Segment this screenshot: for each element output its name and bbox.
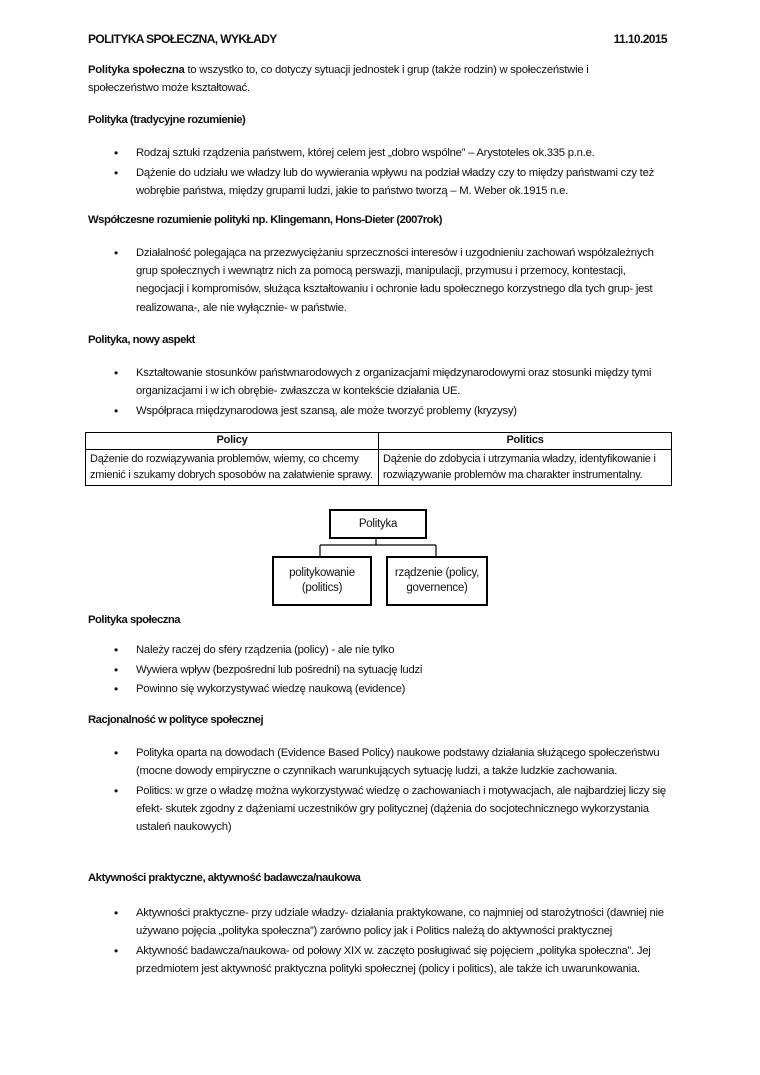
heading-rationality: Racjonalność w polityce społecznej: [88, 714, 264, 726]
heading-modern: Współczesne rozumienie polityki np. Klingemann, Hons-Dieter (2007rok): [88, 214, 443, 226]
table-cell-politics: Dążenie do zdobycia i utrzymania władzy, identyfikowanie i rozwiązywanie problemów ma charakter instrumentalny.: [379, 450, 672, 486]
table-header-row: [86, 433, 672, 450]
list-item: • Kształtowanie stosunków państwnarodowych z organizacjami międzynarodowymi oraz stosunki między tymi organizacjami i w ich obrębie- zwłaszcza w kontekście działania UE.: [112, 364, 672, 400]
table-row: [86, 450, 672, 486]
document-date: 11.10.2015: [613, 32, 667, 46]
list-traditional: [112, 144, 672, 202]
table-header-policy: Policy: [86, 433, 379, 450]
intro-paragraph: [88, 61, 678, 97]
page-header: [88, 30, 667, 48]
list-rationality: [112, 744, 672, 838]
intro-term: Polityka społeczna: [88, 64, 185, 76]
list-item: • Współpraca międzynarodowa jest szansą, ale może tworzyć problemy (kryzysy): [112, 402, 672, 420]
list-item: • Polityka oparta na dowodach (Evidence Based Policy) naukowe podstawy działania służącego społeczeństwu (mocne dowody empiryczne o czynnikach warunkujących sytuację ludzi, a także ludzkie zachowania.: [112, 744, 672, 780]
list-item: • Działalność polegająca na przezwyciężaniu sprzeczności interesów i uzgodnieniu zachowań współzależnych grup społecznych i wewnątrz nich za pomocą perswazji, manipulacji, przymusu i przemocy, kontestacji, negocjacji i kompromisów, służąca kształtowaniu i ochronie ładu społecznego korzystnego dla tych grup- jest realizowana-, ale nie wyłącznie- w państwie.: [112, 244, 672, 317]
diagram-left-label: politykowanie (politics): [289, 567, 355, 594]
list-social-policy: [112, 641, 672, 700]
diagram-right-label: rządzenie (policy, governence): [394, 567, 480, 594]
policy-politics-table: [85, 432, 672, 486]
list-modern: [112, 244, 672, 318]
list-item: • Aktywność badawcza/naukowa- od połowy XIX w. zaczęto posługiwać się pojęciem „polityka społeczna”. Jej przedmiotem jest aktywność praktyczna polityki społecznej (policy i politics), ale także ich uwarunkowania.: [112, 942, 672, 978]
intro-text-line2: społeczeństwo może kształtować.: [88, 82, 250, 95]
table-cell-policy: Dążenie do rozwiązywania problemów, wiemy, co chcemy zmienić i szukamy dobrych sposobów na załatwienie sprawy.: [86, 450, 379, 486]
heading-social-policy: Polityka społeczna: [88, 614, 181, 626]
list-item: • Dążenie do udziału we władzy lub do wywierania wpływu na podział władzy czy to między państwami czy też wobrębie państwa, między grupami ludzi, jakie to państwo tworzą – M. Weber ok.1915 n.e.: [112, 164, 672, 200]
list-item: • Rodzaj sztuki rządzenia państwem, której celem jest „dobro wspólne” – Arystoteles ok.335 p.n.e.: [112, 144, 672, 162]
list-item: • Aktywności praktyczne- przy udziale władzy- działania praktykowane, co najmniej od starożytności (dawniej nie używano pojęcia „polityka społeczna”) zarówno policy jak i Politics należą do aktywności praktycznej: [112, 904, 672, 940]
list-item: • Wywiera wpływ (bezpośredni lub pośredni) na sytuację ludzi: [112, 661, 672, 679]
intro-text-line1: to wszystko to, co dotyczy sytuacji jednostek i grup (także rodzin) w społeczeństwie i: [184, 64, 589, 76]
heading-new-aspect: Polityka, nowy aspekt: [88, 334, 195, 346]
heading-activities: Aktywności praktyczne, aktywność badawcza/naukowa: [88, 872, 361, 884]
diagram-root-box: [329, 509, 427, 539]
list-activities: [112, 904, 672, 980]
list-item: • Należy raczej do sfery rządzenia (policy) - ale nie tylko: [112, 641, 672, 659]
table-header-politics: Politics: [379, 433, 672, 450]
diagram-right-box: [386, 556, 488, 606]
list-new-aspect: [112, 364, 672, 422]
document-title: POLITYKA SPOŁECZNA, WYKŁADY: [88, 32, 277, 46]
diagram-left-box: [272, 556, 372, 606]
list-item: • Politics: w grze o władzę można wykorzystywać wiedzę o zachowaniach i motywacjach, ale najbardziej liczy się efekt- skutek zgodny z dążeniami uczestników gry politycznej (dążenia do socjotechnicznego wykorzystania ustaleń naukowych): [112, 782, 672, 837]
list-item: • Powinno się wykorzystywać wiedzę naukową (evidence): [112, 680, 672, 698]
diagram-root-label: Polityka: [358, 517, 398, 530]
heading-traditional: Polityka (tradycyjne rozumienie): [88, 114, 246, 126]
